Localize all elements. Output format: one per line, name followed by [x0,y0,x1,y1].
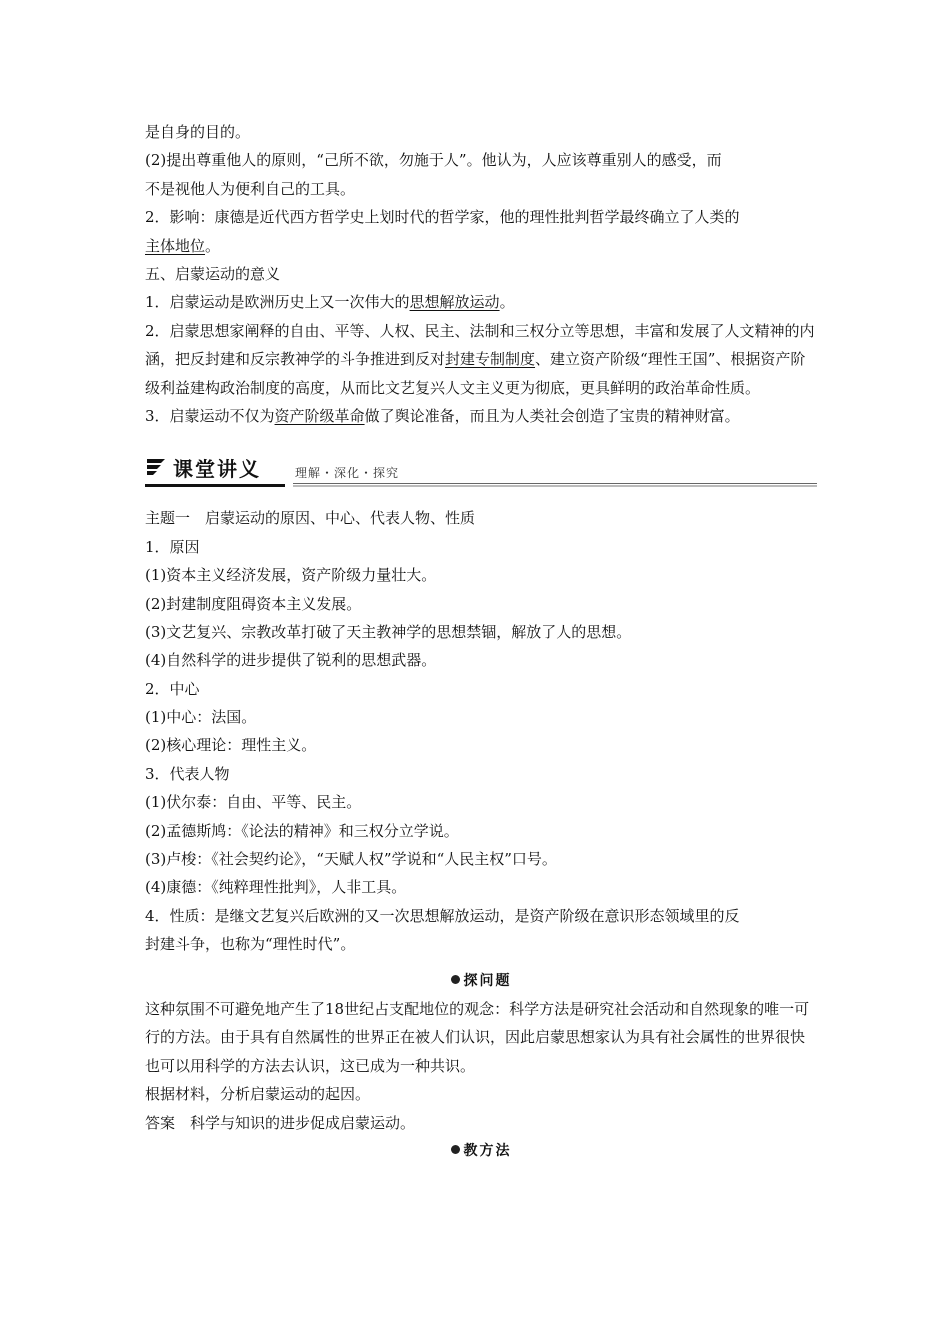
banner-subtitle: 理解・深化・探究 [295,466,400,481]
text-fragment: 。 [205,236,221,255]
theme-title: 主题一 启蒙运动的原因、中心、代表人物、性质 [145,509,476,528]
list-item: (1)中心：法国。 [145,708,257,727]
list-item: 封建斗争，也称为“理性时代”。 [145,935,356,954]
text-fragment: 1．启蒙运动是欧洲历史上又一次伟大的 [145,293,410,312]
text-line [145,402,817,430]
text-fragment: 做了舆论准备，而且为人类社会创造了宝贵的精神财富。 [364,406,740,425]
text-line: 2．影响：康德是近代西方哲学史上划时代的哲学家，他的理性批判哲学最终确立了人类的 [145,208,740,227]
text-line: (2)提出尊重他人的原则，“己所不欲，勿施于人”。他认为，人应该尊重别人的感受，而 [145,151,722,170]
text-line [145,232,817,260]
underlined-term: 主体地位 [145,236,206,255]
text-fragment: 2．启蒙思想家阐释的自由、平等、人权、民主、法制和三权分立等思想，丰富和发展了人文精神的内涵，把反封建和反宗教神学的斗争推进到反对 [145,321,815,369]
text-line [145,288,817,316]
banner-divider [145,484,285,487]
underlined-term: 资产阶级革命 [274,406,365,425]
method-heading [145,1137,817,1165]
banner-heading [145,452,261,482]
inquiry-heading [145,967,817,995]
list-item: (2)孟德斯鸠：《论法的精神》和三权分立学说。 [145,821,459,840]
text-fragment: 、建立资产阶级“理性王国”、根据资产阶级利益建构政治制度的高度，从而比文艺复兴人文主义更为彻底，更具鲜明的政治革命性质。 [145,350,806,397]
text-line: 是自身的目的。 [145,123,251,141]
list-item: (2)封建制度阻碍资本主义发展。 [145,594,362,613]
list-item: 3．代表人物 [145,764,230,783]
text-fragment: 3．启蒙运动不仅为 [145,406,275,425]
banner-divider [293,483,817,487]
text-fragment: 。 [499,293,515,312]
inquiry-material: 这种氛围不可避免地产生了18世纪占支配地位的观念：科学方法是研究社会活动和自然现象的唯一可行的方法。由于具有自然属性的世界正在被人们认识，因此启蒙思想家认为具有社会属性的世界很快也可以用科学的方法去认识，这已成为一种共识。 [145,999,810,1075]
text-line: 不是视他人为便利自己的工具。 [145,179,356,198]
underlined-term: 封建专制制度 [445,350,536,369]
list-item: 4．性质：是继文艺复兴后欧洲的又一次思想解放运动，是资产阶级在意识形态领域里的反 [145,906,740,925]
inquiry-heading-label: 探问题 [463,972,512,989]
stripes-icon [145,455,167,479]
list-item: (4)自然科学的进步提供了锐利的思想武器。 [145,651,437,670]
list-item: (1)伏尔泰：自由、平等、民主。 [145,793,362,812]
underlined-term: 思想解放运动 [409,293,500,312]
method-heading-label: 教方法 [463,1142,512,1159]
banner-title: 课堂讲义 [173,456,261,481]
paragraph [145,317,817,402]
list-item: (3)卢梭：《社会契约论》，“天赋人权”学说和“人民主权”口号。 [145,850,557,869]
list-item: 2．中心 [145,679,200,698]
list-item: (1)资本主义经济发展，资产阶级力量壮大。 [145,566,437,585]
list-item: (4)康德：《纯粹理性批判》，人非工具。 [145,878,407,897]
bullet-dot-icon [451,1145,460,1154]
list-item: (3)文艺复兴、宗教改革打破了天主教神学的思想禁锢，解放了人的思想。 [145,622,632,641]
inquiry-answer: 答案 科学与知识的进步促成启蒙运动。 [145,1113,416,1132]
section-heading: 五、启蒙运动的意义 [145,264,281,283]
document-body [145,118,817,1165]
section-banner [145,434,817,504]
list-item: 1．原因 [145,537,200,556]
inquiry-question: 根据材料，分析启蒙运动的起因。 [145,1085,371,1104]
list-item: (2)核心理论：理性主义。 [145,736,317,755]
bullet-dot-icon [451,975,460,984]
